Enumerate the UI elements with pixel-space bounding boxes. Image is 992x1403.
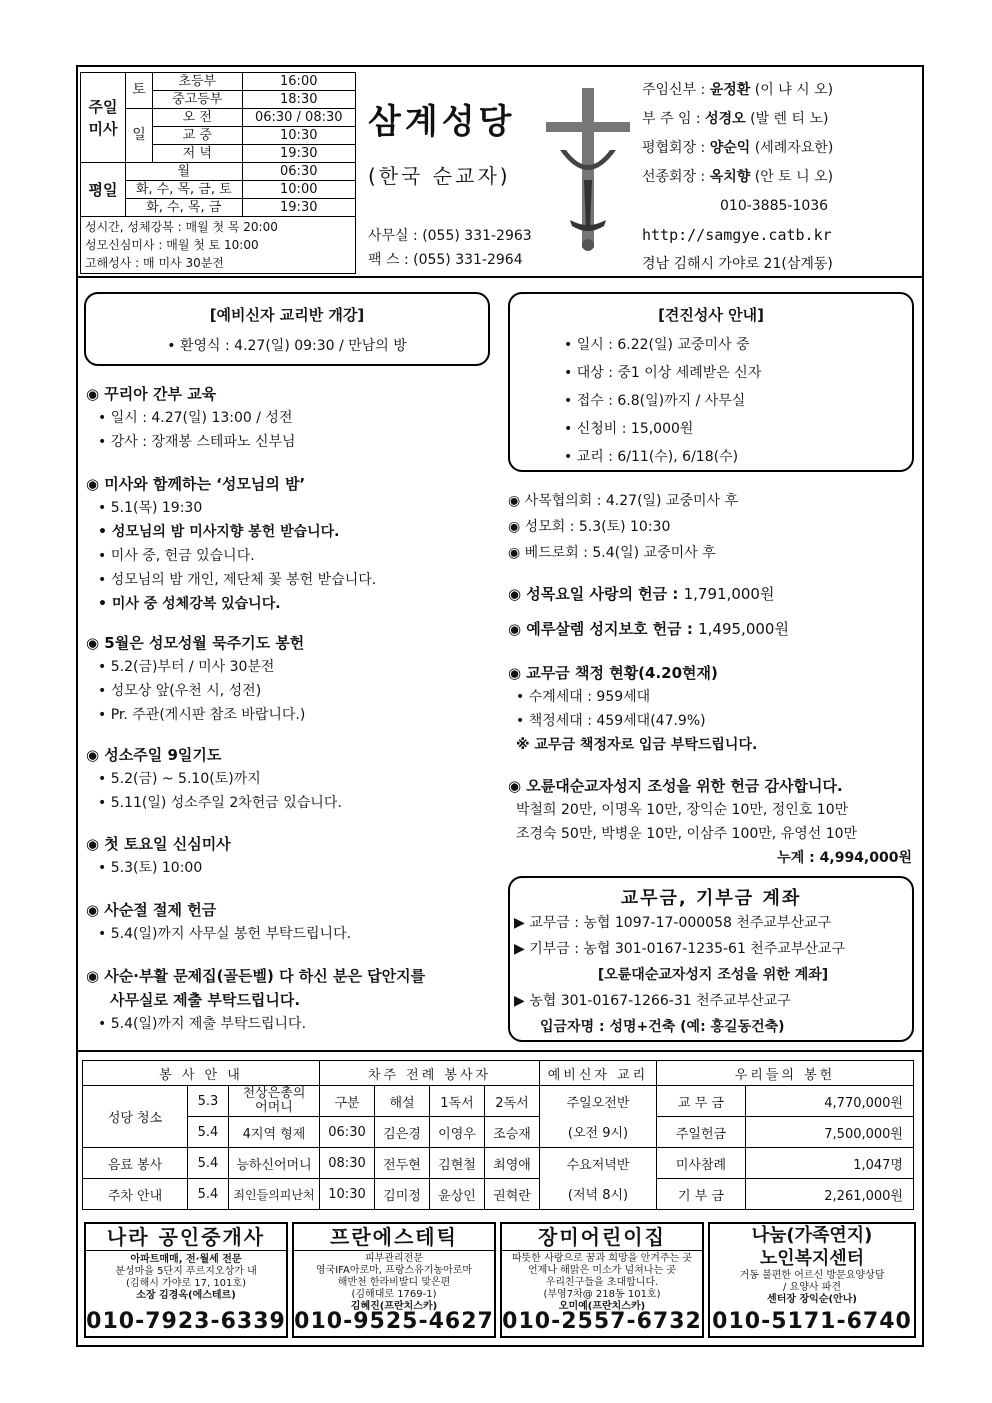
ad-welfare-center	[708, 1222, 916, 1338]
section-line: • 미사 중 성체강복 있습니다.	[86, 592, 376, 616]
meeting-item: ◉ 베드로회 : 5.4(일) 교중미사 후	[508, 545, 716, 561]
note: 성모신심미사 : 매월 첫 토 10:00	[85, 238, 259, 252]
box-title: [예비신자 교리반 개강]	[209, 306, 365, 324]
ad-phone: 010-5171-6740	[712, 1309, 912, 1334]
ads-row	[84, 1222, 916, 1338]
section-line: • 성모상 앞(우천 시, 성전)	[86, 679, 305, 703]
staff-baptism: (발 렌 티 노)	[750, 111, 829, 127]
section-line: • 성모님의 밤 개인, 제단체 꽃 봉헌 받습니다.	[86, 568, 376, 592]
section-line: • 5.2(금)부터 / 미사 30분전	[86, 655, 305, 679]
header-divider	[76, 276, 924, 278]
service-who: 4지역 형제	[229, 1117, 320, 1148]
mass-time: 06:30	[242, 163, 356, 181]
liturgy-cell: 06:30	[320, 1117, 375, 1148]
ad-name: 나라 공인중개사	[86, 1224, 286, 1251]
service-date: 5.3	[188, 1086, 229, 1117]
section-golden-bell	[86, 964, 425, 1036]
donation-total: 누계 : 4,994,000원	[777, 850, 912, 866]
account-line: ▶ 농협 301-0167-1266-31 천주교부산교구	[514, 993, 791, 1009]
box-line: • 신청비 : 15,000원	[564, 415, 912, 443]
section-first-saturday	[86, 832, 231, 880]
section-curia	[86, 382, 296, 454]
offering-key: 교 무 금	[657, 1086, 746, 1117]
service-date: 5.4	[188, 1117, 229, 1148]
offering-key: 미사참례	[657, 1148, 746, 1179]
account-line: ▶ 교무금 : 농협 1097-17-000058 천주교부산교구	[514, 915, 832, 931]
liturgy-cell: 최영애	[485, 1148, 540, 1179]
staff-list	[642, 76, 833, 279]
section-line: • 5.4(일)까지 제출 부탁드립니다.	[86, 1012, 425, 1036]
section-vocation	[86, 743, 342, 815]
section-line: • 강사 : 장재봉 스테파노 신부님	[86, 430, 296, 454]
liturgy-cell: 조승재	[485, 1117, 540, 1148]
section-title: ◉ 성소주일 9일기도	[86, 746, 222, 764]
section-title: ◉ 사순·부활 문제집(골든벨) 다 하신 분은 답안지를	[86, 967, 426, 985]
note: 성시간, 성체강복 : 매월 첫 목 20:00	[85, 220, 278, 234]
ad-line: 해반천 한라비발디 맞은편	[337, 1277, 451, 1288]
ad-name: 장미어린이집	[502, 1224, 702, 1251]
liturgy-cell: 10:30	[320, 1179, 375, 1210]
section-line: • 5.1(목) 19:30	[86, 496, 376, 520]
box-line: • 교리 : 6/11(수), 6/18(수)	[564, 443, 912, 471]
ad-line: 소장 김경옥(에스테르)	[136, 1290, 236, 1301]
meeting-item: ◉ 성모회 : 5.3(토) 10:30	[508, 519, 671, 535]
catechism-time: (오전 9시)	[540, 1117, 657, 1148]
liturgy-cell: 권혁란	[485, 1179, 540, 1210]
staff-baptism: (이 냐 시 오)	[754, 82, 834, 98]
liturgy-cell: 08:30	[320, 1148, 375, 1179]
account-subtitle: [오륜대순교자성지 조성을 위한 계좌]	[597, 967, 829, 983]
mass-name: 저 녁	[153, 145, 243, 163]
address: 경남 김해시 가야로 21(삼계동)	[642, 256, 833, 272]
liturgy-cell: 전두현	[375, 1148, 430, 1179]
table-header: 봉 사 안 내	[83, 1061, 320, 1086]
ad-line: 분성마을 5단지 푸르지오상가 내	[115, 1266, 257, 1277]
mass-name: 오 전	[153, 109, 243, 127]
service-table	[82, 1060, 914, 1210]
service-label: 주차 안내	[83, 1179, 188, 1210]
dues-note: ※ 교무금 책정자로 입금 부탁드립니다.	[516, 737, 758, 753]
section-title: ◉ 꾸리아 간부 교육	[86, 385, 217, 403]
donor-line: 조경숙 50만, 박병운 10만, 이삼주 100만, 유영선 10만	[516, 826, 858, 842]
weekday-mass-label: 평일	[81, 163, 126, 217]
section-rosary	[86, 631, 305, 727]
mass-name: 월	[126, 163, 243, 181]
staff-item	[642, 105, 833, 134]
ad-line: 따뜻한 사랑으로 꿈과 희망을 안겨주는 곳	[511, 1253, 693, 1264]
liturgy-cell: 해설	[375, 1086, 430, 1117]
ad-line: 센터장 장익순(안나)	[767, 1294, 857, 1305]
offering-amount: 1,791,000원	[683, 585, 775, 603]
liturgy-cell: 1독서	[430, 1086, 485, 1117]
offering-value: 1,047명	[746, 1148, 914, 1179]
ad-daycare	[500, 1222, 704, 1338]
staff-role: 부 주 임 :	[642, 111, 706, 127]
ad-line: 김혜진(프란치스카)	[350, 1301, 438, 1312]
account-box	[508, 876, 914, 1042]
mass-time: 10:00	[242, 181, 356, 199]
section-line: • Pr. 주관(게시판 참조 바랍니다.)	[86, 703, 305, 727]
holy-thursday-offering	[508, 582, 774, 606]
section-line: • 책정세대 : 459세대(47.9%)	[508, 709, 757, 733]
mass-time: 19:30	[242, 145, 356, 163]
staff-item	[642, 163, 833, 192]
section-line: • 성모님의 밤 미사지향 봉헌 받습니다.	[86, 520, 376, 544]
liturgy-cell: 이영우	[430, 1117, 485, 1148]
catechumen-box	[84, 292, 490, 366]
jerusalem-offering	[508, 617, 789, 641]
offering-value: 2,261,000원	[746, 1179, 914, 1210]
section-line: • 일시 : 4.27(일) 13:00 / 성전	[86, 406, 296, 430]
staff-name: 성경오	[705, 111, 746, 127]
offering-label: ◉ 성목요일 사랑의 헌금 :	[508, 585, 684, 603]
mass-name: 화, 수, 목, 금, 토	[126, 181, 243, 199]
ad-esthetic	[292, 1222, 496, 1338]
ad-phone: 010-7923-6339	[86, 1309, 286, 1334]
ad-line: 거동 불편한 어르신 방문요양상담	[739, 1270, 885, 1281]
ad-line: 오미예(프란치스카)	[558, 1301, 646, 1312]
staff-role: 평협회장 :	[642, 140, 710, 156]
mass-time: 16:00	[242, 73, 356, 91]
offering-amount: 1,495,000원	[698, 620, 789, 638]
ad-name: 프란에스테틱	[294, 1224, 494, 1251]
ad-name-2: 노인복지센터	[759, 1248, 865, 1269]
mass-name: 화, 수, 목, 금	[126, 199, 243, 217]
section-lent-offering	[86, 898, 351, 946]
staff-item	[642, 134, 833, 163]
mass-name: 교 중	[153, 127, 243, 145]
box-line: • 일시 : 6.22(일) 교중미사 중	[564, 331, 912, 359]
section-title-2: 사무실로 제출 부탁드립니다.	[110, 991, 301, 1009]
staff-role: 주임신부 :	[642, 82, 710, 98]
ad-line: / 요양사 파견	[782, 1282, 842, 1293]
mass-time: 10:30	[242, 127, 356, 145]
ad-line: (김해대로 1769-1)	[351, 1289, 437, 1300]
meeting-item: ◉ 사목협의회 : 4.27(일) 교중미사 후	[508, 493, 739, 509]
meetings-list	[508, 488, 738, 566]
box-line: • 접수 : 6.8(일)까지 / 사무실	[564, 387, 912, 415]
catechism-class: 수요저녁반	[540, 1148, 657, 1179]
ad-phone: 010-9525-4627	[294, 1309, 494, 1334]
box-title: 교무금, 기부금 계좌	[620, 888, 802, 909]
table-header: 우리들의 봉헌	[657, 1061, 914, 1086]
offering-value: 4,770,000원	[746, 1086, 914, 1117]
ad-realestate	[84, 1222, 288, 1338]
dues-status	[508, 661, 757, 757]
section-mary-night	[86, 472, 376, 616]
office-phone: 사무실 : (055) 331-2963	[368, 228, 532, 244]
thanks-section	[508, 774, 912, 870]
service-who: 천상은총의 어머니	[229, 1086, 320, 1117]
website-link[interactable]: http://samgye.catb.kr	[642, 226, 832, 244]
service-label: 성당 청소	[83, 1086, 188, 1148]
catechism-class: 주일오전반	[540, 1086, 657, 1117]
mass-time: 06:30 / 08:30	[242, 109, 356, 127]
mass-time: 19:30	[242, 199, 356, 217]
service-date: 5.4	[188, 1179, 229, 1210]
staff-name: 옥치향	[709, 169, 751, 185]
mass-name: 중고등부	[153, 91, 243, 109]
ad-line: 피부관리전문	[365, 1253, 423, 1264]
mass-name: 초등부	[153, 73, 243, 91]
ad-line: 아파트매매, 전·월세 전문	[130, 1254, 242, 1265]
section-line: • 5.4(일)까지 사무실 봉헌 부탁드립니다.	[86, 922, 351, 946]
sunday-mass-label: 주일 미사	[81, 73, 126, 163]
ad-name: 나눔(가족연지)	[751, 1225, 873, 1246]
staff-role: 선종회장 :	[642, 169, 710, 185]
note: 고해성사 : 매 미사 30분전	[85, 256, 224, 270]
service-label: 음료 봉사	[83, 1148, 188, 1179]
section-title: ◉ 오륜대순교자성지 조성을 위한 헌금 감사합니다.	[508, 777, 843, 795]
service-who: 능하신어머니	[229, 1148, 320, 1179]
ad-line: (부영7차@ 218동 101호)	[543, 1289, 661, 1300]
box-line: • 환영식 : 4.27(일) 09:30 / 만남의 방	[86, 335, 488, 355]
staff-baptism: (안 토 니 오)	[754, 169, 834, 185]
fax-number: 팩 스 : (055) 331-2964	[368, 252, 523, 268]
section-line: • 미사 중, 헌금 있습니다.	[86, 544, 376, 568]
section-title: ◉ 미사와 함께하는 ‘성모님의 밤’	[86, 475, 306, 493]
staff-phone: 010-3885-1036	[720, 198, 829, 214]
account-line: ▶ 기부금 : 농협 301-0167-1235-61 천주교부산교구	[514, 941, 845, 957]
section-title: ◉ 첫 토요일 신심미사	[86, 835, 231, 853]
section-title: ◉ 교무금 책정 현황(4.20현재)	[508, 664, 718, 682]
staff-item	[642, 76, 833, 105]
section-line: • 5.3(토) 10:00	[86, 856, 231, 880]
staff-baptism: (세례자요한)	[754, 140, 834, 156]
liturgy-cell: 윤상인	[430, 1179, 485, 1210]
ad-line: 영국IFA아로마, 프랑스유기농아로마	[315, 1265, 473, 1276]
church-subtitle: (한국 순교자)	[368, 164, 511, 188]
saturday-label: 토	[126, 73, 153, 109]
offering-key: 주일헌금	[657, 1117, 746, 1148]
table-header: 차주 전례 봉사자	[320, 1061, 540, 1086]
service-date: 5.4	[188, 1148, 229, 1179]
sunday-label: 일	[126, 109, 153, 163]
offering-key: 기 부 금	[657, 1179, 746, 1210]
staff-name: 윤정환	[709, 82, 751, 98]
table-divider	[76, 1050, 924, 1052]
staff-name: 양순익	[709, 140, 751, 156]
mass-schedule	[80, 72, 356, 274]
confirmation-box	[508, 292, 914, 472]
offering-label: ◉ 예루살렘 성지보호 헌금 :	[508, 620, 699, 638]
liturgy-cell: 김은경	[375, 1117, 430, 1148]
donor-line: 박철희 20만, 이명옥 10만, 장익순 10만, 정인호 10만	[516, 802, 849, 818]
box-line: • 대상 : 중1 이상 세례받은 신자	[564, 359, 912, 387]
liturgy-cell: 2독서	[485, 1086, 540, 1117]
catechism-time: (저녁 8시)	[540, 1179, 657, 1210]
liturgy-cell: 구분	[320, 1086, 375, 1117]
box-title: [견진성사 안내]	[658, 306, 764, 324]
liturgy-cell: 김미정	[375, 1179, 430, 1210]
mass-time: 18:30	[242, 91, 356, 109]
cross-logo-icon	[540, 80, 636, 260]
church-title: 삼계성당	[368, 102, 516, 142]
section-title: ◉ 5월은 성모성월 묵주기도 봉헌	[86, 634, 305, 652]
section-title: ◉ 사순절 절제 헌금	[86, 901, 217, 919]
section-line: • 5.2(금) ~ 5.10(토)까지	[86, 767, 342, 791]
offering-value: 7,500,000원	[746, 1117, 914, 1148]
section-line: • 수계세대 : 959세대	[508, 685, 757, 709]
section-line: • 5.11(일) 성소주일 2차헌금 있습니다.	[86, 791, 342, 815]
ad-line: 언제나 해맑은 미소가 넘쳐나는 곳	[528, 1265, 676, 1276]
ad-line: 우리친구들을 초대합니다.	[545, 1277, 659, 1288]
ad-phone: 010-2557-6732	[502, 1309, 702, 1334]
ad-line: (김해시 가야로 17, 101호)	[126, 1278, 246, 1289]
table-header: 예비신자 교리	[540, 1061, 657, 1086]
service-who: 죄인들의피난처	[229, 1179, 320, 1210]
liturgy-cell: 김현철	[430, 1148, 485, 1179]
account-line: 입금자명 : 성명+건축 (예: 홍길동건축)	[540, 1019, 785, 1035]
